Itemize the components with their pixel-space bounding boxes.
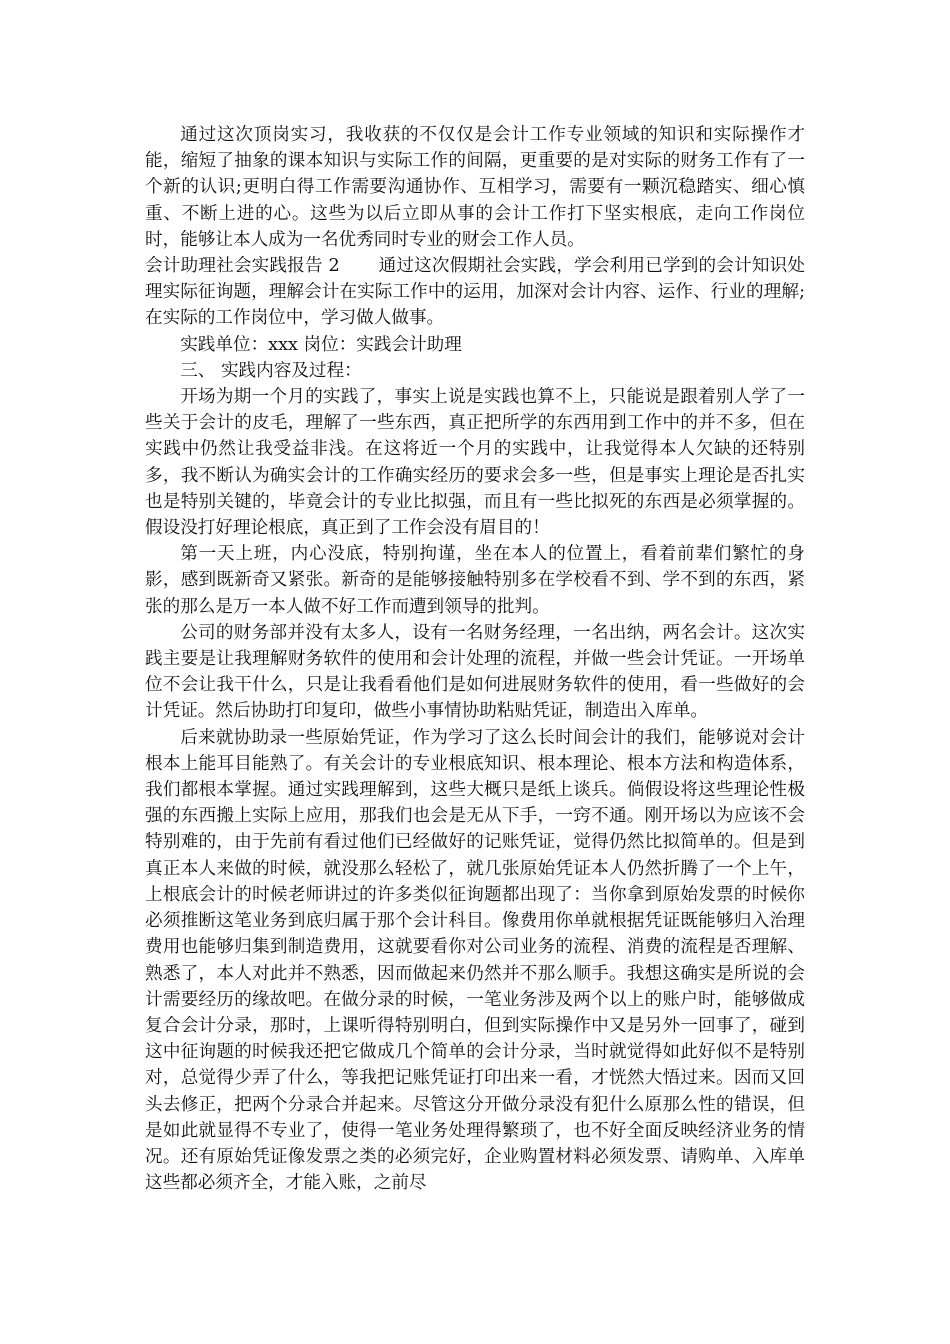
paragraph-first-day: 第一天上班，内心没底，特别拘谨，坐在本人的位置上，看着前辈们繁忙的身影，感到既新奇又紧张。新奇的是能够接触特别多在学校看不到、学不到的东西，紧张的那么是万一本人做不好工作而遭到领导的批判。	[145, 544, 805, 617]
section-heading: 三、 实践内容及过程：	[180, 360, 362, 381]
document-body	[145, 122, 805, 1196]
report-title: 会计助理社会实践报告 2	[145, 256, 340, 277]
paragraph-vouchers: 后来就协助录一些原始凭证，作为学习了这么长时间会计的我们，能够说对会计根本上能耳目能熟了。有关会计的专业根底知识、根本理论、根本方法和构造体系，我们都根本掌握。通过实践理解到，这些大概只是纸上谈兵。倘假设将这些理论性极强的东西搬上实际上应用，那我们也会是无从下手，一窍不通。刚开场以为应该不会特别难的，由于先前有看过他们已经做好的记账凭证，觉得仍然比拟简单的。但是到真正本人来做的时候，就没那么轻松了，就几张原始凭证本人仍然折腾了一个上午，上根底会计的时候老师讲过的许多类似征询题都出现了：当你拿到原始发票的时候你必须推断这笔业务到底归属于那个会计科目。像费用你单就根据凭证既能够归入治理费用也能够归集到制造费用，这就要看你对公司业务的流程、消费的流程是否理解、熟悉了，本人对此并不熟悉，因而做起来仍然并不那么顺手。我想这确实是所说的会计需要经历的缘故吧。在做分录的时候，一笔业务涉及两个以上的账户时，能够做成复合会计分录，那时，上课听得特别明白，但到实际操作中又是另外一回事了，碰到这中征询题的时候我还把它做成几个简单的会计分录，当时就觉得如此好似不是特别对，总觉得少弄了什么，等我把记账凭证打印出来一看，才恍然大悟过来。因而又回头去修正，把两个分录合并起来。尽管这分开做分录没有犯什么原那么性的错误，但是如此就显得不专业了，使得一笔业务处理得繁琐了，也不好全面反映经济业务的情况。还有原始凭证像发票之类的必须完好，企业购置材料必须发票、请购单、入库单这些都必须齐全，才能入账，之前尽	[145, 727, 805, 1194]
report-intro-text: 通过这次假期社会实践，学会利用已学到的会计知识处理实际征询题，理解会计在实际工作中的运用，加深对会计内容、运作、行业的理解;在实际的工作岗位中，学习做人做事。	[145, 256, 805, 329]
paragraph-start-practice: 开场为期一个月的实践了，事实上说是实践也算不上，只能说是跟着别人学了一些关于会计的皮毛，理解了一些东西，真正把所学的东西用到工作中的并不多，但在实践中仍然让我受益非浅。在这将近一个月的实践中，让我觉得本人欠缺的还特别多，我不断认为确实会计的工作确实经历的要求会多一些，但是事实上理论是否扎实也是特别关键的，毕竟会计的专业比拟强，而且有一些比拟死的东西是必须掌握的。假设没打好理论根底，真正到了工作会没有眉目的！	[145, 387, 805, 539]
paragraph-finance-department: 公司的财务部并没有太多人，设有一名财务经理，一名出纳，两名会计。这次实践主要是让我理解财务软件的使用和会计处理的流程，并做一些会计凭证。一开场单位不会让我干什么，只是让我看看他们是如何进展财务软件的使用，看一些做好的会计凭证。然后协助打印复印，做些小事情协助粘贴凭证，制造出入库单。	[145, 622, 805, 722]
paragraph-internship-summary: 通过这次顶岗实习，我收获的不仅仅是会计工作专业领域的知识和实际操作才能，缩短了抽象的课本知识与实际工作的间隔，更重要的是对实际的财务工作有了一个新的认识;更明白得工作需要沟通协作、互相学习，需要有一颗沉稳踏实、细心慎重、不断上进的心。这些为以后立即从事的会计工作打下坚实根底，走向工作岗位时，能够让本人成为一名优秀同时专业的财会工作人员。	[145, 125, 805, 250]
paragraph-report-intro	[145, 253, 805, 332]
practice-unit-line: 实践单位：xxx 岗位：实践会计助理	[180, 334, 462, 355]
